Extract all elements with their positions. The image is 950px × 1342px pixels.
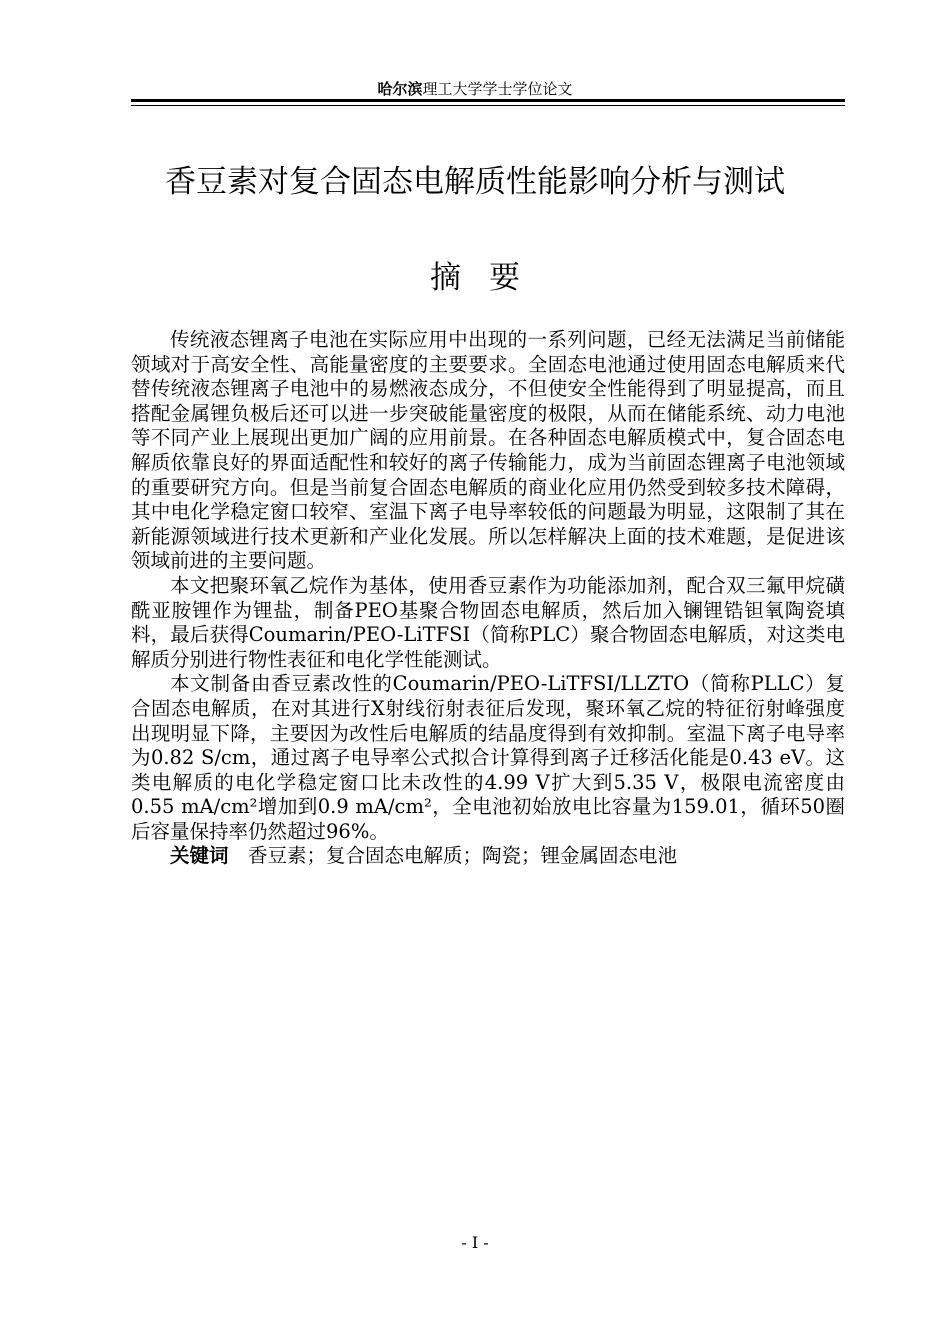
header-rule-thin xyxy=(131,105,845,106)
header-thesis-type: 理工大学学士学位论文 xyxy=(422,80,573,98)
thesis-title: 香豆素对复合固态电解质性能影响分析与测试 xyxy=(165,164,785,200)
header-university-name: 哈尔滨 xyxy=(377,80,423,98)
keywords-label: 关键词 xyxy=(170,844,229,868)
abstract-paragraph-2: 本文把聚环氧乙烷作为基体，使用香豆素作为功能添加剂，配合双三氟甲烷磺酰亚胺锂作为锂盐，制备PEO基聚合物固态电解质，然后加入镧锂锆钽氧陶瓷填料，最后获得Coumarin/PEO-LiTFSI（简称PLC）聚合物固态电解质，对这类电解质分别进行物性表征和电化学性能测试。 xyxy=(131,573,845,671)
keywords-line xyxy=(131,844,845,869)
running-header xyxy=(0,78,950,99)
abstract-paragraph-1: 传统液态锂离子电池在实际应用中出现的一系列问题，已经无法满足当前储能领域对于高安全性、高能量密度的主要要求。全固态电池通过使用固态电解质来代替传统液态锂离子电池中的易燃液态成分，不但使安全性能得到了明显提高，而且搭配金属锂负极后还可以进一步突破能量密度的极限，从而在储能系统、动力电池等不同产业上展现出更加广阔的应用前景。在各种固态电解质模式中，复合固态电解质依靠良好的界面适配性和较好的离子传输能力，成为当前固态锂离子电池领域的重要研究方向。但是当前复合固态电解质的商业化应用仍然受到较多技术障碍，其中电化学稳定窗口较窄、室温下离子电导率较低的问题最为明显，这限制了其在新能源领域进行技术更新和产业化发展。所以怎样解决上面的技术难题，是促进该领域前进的主要问题。 xyxy=(131,328,845,573)
keywords-text: 香豆素；复合固态电解质；陶瓷；锂金属固态电池 xyxy=(248,844,678,868)
page-number: - I - xyxy=(461,1233,489,1252)
abstract-paragraph-3: 本文制备由香豆素改性的Coumarin/PEO-LiTFSI/LLZTO（简称PLLC）复合固态电解质，在对其进行X射线衍射表征后发现，聚环氧乙烷的特征衍射峰强度出现明显下降，主要因为改性后电解质的结晶度得到有效抑制。室温下离子电导率为0.82 S/cm，通过离子电导率公式拟合计算得到离子迁移活化能是0.43 eV。这类电解质的电化学稳定窗口比未改性的4.99 V扩大到5.35 V，极限电流密度由0.55 mA/cm²增加到0.9 mA/cm²，全电池初始放电比容量为159.01，循环50圈后容量保持率仍然超过96%。 xyxy=(131,672,845,843)
abstract-heading: 摘要 xyxy=(430,260,548,296)
abstract-body xyxy=(131,328,845,869)
header-rule-thick xyxy=(131,99,845,102)
